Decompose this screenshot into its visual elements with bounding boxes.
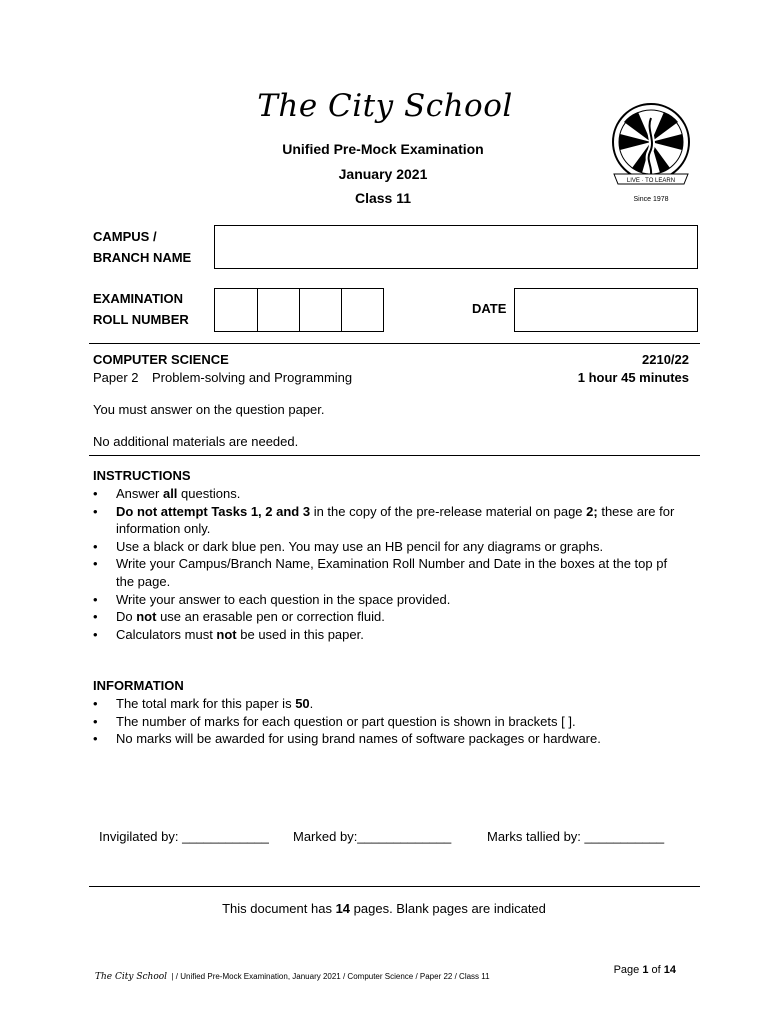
- exam-title: Unified Pre-Mock Examination: [282, 141, 484, 157]
- footer-exam-details: | / Unified Pre-Mock Examination, January 2021 / Computer Science / Paper 22 / Class 11: [171, 972, 490, 981]
- school-crest-logo: [606, 100, 696, 208]
- roll-label-line-1: EXAMINATION: [93, 291, 184, 306]
- invigilated-by-field[interactable]: Invigilated by: ____________: [99, 829, 269, 844]
- school-name: The City School: [257, 88, 513, 124]
- roll-digit-box[interactable]: [215, 289, 258, 331]
- instructions-list: [93, 485, 683, 643]
- list-item: • Calculators must not be used in this paper.: [93, 626, 683, 644]
- paper-code: 2210/22: [642, 352, 689, 367]
- paper-number: Paper 2: [93, 370, 139, 385]
- roll-number-boxes: [214, 288, 384, 332]
- page-count-notice: This document has 14 pages. Blank pages are indicated: [222, 901, 546, 916]
- roll-digit-box[interactable]: [341, 289, 382, 331]
- marked-by-field[interactable]: Marked by:_____________: [293, 829, 452, 844]
- logo-motto: LIVE · TO LEARN: [626, 178, 676, 184]
- footer-school-name: The City School: [95, 972, 168, 982]
- divider: [89, 886, 700, 887]
- subject-name: COMPUTER SCIENCE: [93, 352, 229, 367]
- divider: [89, 343, 700, 344]
- list-item: • No marks will be awarded for using brand names of software packages or hardware.: [93, 730, 693, 748]
- list-item: • Use a black or dark blue pen. You may use an HB pencil for any diagrams or graphs.: [93, 538, 683, 556]
- roll-digit-box[interactable]: [299, 289, 342, 331]
- page-number: Page 1 of 14: [613, 964, 676, 976]
- date-label: DATE: [472, 301, 507, 316]
- campus-label: [93, 226, 191, 268]
- list-item: • Answer all questions.: [93, 485, 683, 503]
- materials-note: No additional materials are needed.: [93, 434, 299, 449]
- class-label: Class 11: [354, 190, 412, 206]
- roll-digit-box[interactable]: [257, 289, 300, 331]
- date-box[interactable]: [514, 288, 698, 332]
- roll-number-label: [93, 288, 189, 330]
- divider: [89, 455, 700, 456]
- campus-label-line-1: CAMPUS /: [93, 229, 157, 244]
- roll-label-line-2: ROLL NUMBER: [93, 312, 189, 327]
- answer-note: You must answer on the question paper.: [93, 402, 325, 417]
- footer-details: [95, 966, 490, 984]
- exam-session: January 2021: [338, 166, 428, 182]
- list-item: • Write your Campus/Branch Name, Examination Roll Number and Date in the boxes at the top pf the page.: [93, 555, 683, 590]
- information-list: [93, 695, 693, 748]
- list-item: • Do not use an erasable pen or correction fluid.: [93, 608, 683, 626]
- marks-tallied-by-field[interactable]: Marks tallied by: ___________: [487, 829, 665, 844]
- list-item: • Do not attempt Tasks 1, 2 and 3 in the copy of the pre-release material on page 2; these are for information only.: [93, 503, 683, 538]
- campus-label-line-2: BRANCH NAME: [93, 250, 192, 265]
- paper-title: Problem-solving and Programming: [152, 370, 353, 385]
- list-item: • The total mark for this paper is 50.: [93, 695, 693, 713]
- list-item: • Write your answer to each question in the space provided.: [93, 591, 683, 609]
- campus-branch-box[interactable]: [214, 225, 698, 269]
- instructions-heading: INSTRUCTIONS: [93, 468, 191, 483]
- paper-duration: 1 hour 45 minutes: [577, 370, 689, 385]
- list-item: • The number of marks for each question or part question is shown in brackets [ ].: [93, 713, 693, 731]
- information-heading: INFORMATION: [93, 678, 184, 693]
- logo-since: Since 1978: [633, 196, 669, 203]
